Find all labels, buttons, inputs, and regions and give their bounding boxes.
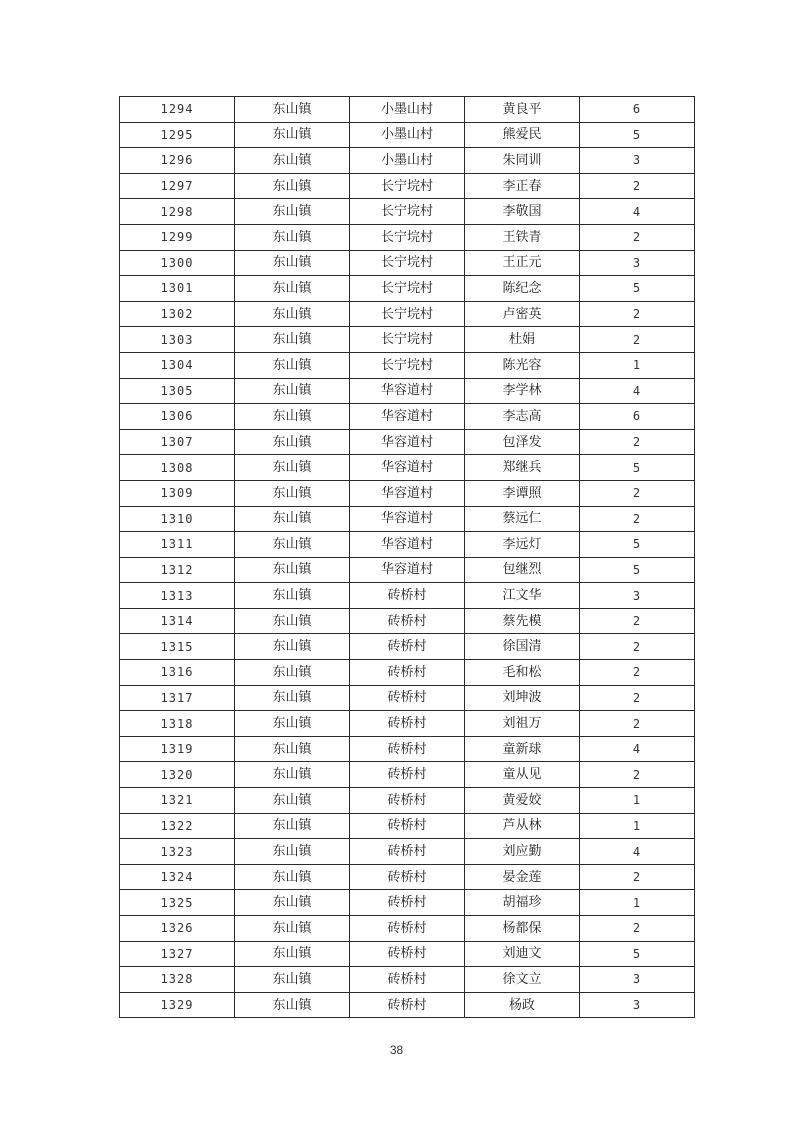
village-cell: 砖桥村 xyxy=(350,634,465,660)
person-name-cell: 杜娟 xyxy=(465,327,580,353)
town-cell: 东山镇 xyxy=(235,864,350,890)
serial-number-cell: 1297 xyxy=(120,173,235,199)
town-cell: 东山镇 xyxy=(235,557,350,583)
table-row xyxy=(120,199,695,225)
table-row xyxy=(120,250,695,276)
table-row xyxy=(120,839,695,865)
town-cell: 东山镇 xyxy=(235,685,350,711)
village-cell: 小墨山村 xyxy=(350,97,465,123)
person-name-cell: 蔡先模 xyxy=(465,608,580,634)
table-row xyxy=(120,352,695,378)
village-cell: 砖桥村 xyxy=(350,839,465,865)
village-cell: 华容道村 xyxy=(350,429,465,455)
town-cell: 东山镇 xyxy=(235,890,350,916)
person-name-cell: 刘应勤 xyxy=(465,839,580,865)
person-name-cell: 徐文立 xyxy=(465,967,580,993)
table-row xyxy=(120,634,695,660)
person-name-cell: 李谭照 xyxy=(465,480,580,506)
count-cell: 5 xyxy=(580,941,695,967)
count-cell: 5 xyxy=(580,122,695,148)
roster-table xyxy=(119,96,695,1018)
town-cell: 东山镇 xyxy=(235,583,350,609)
town-cell: 东山镇 xyxy=(235,916,350,942)
person-name-cell: 卢密英 xyxy=(465,301,580,327)
serial-number-cell: 1322 xyxy=(120,813,235,839)
town-cell: 东山镇 xyxy=(235,608,350,634)
table-row xyxy=(120,276,695,302)
serial-number-cell: 1306 xyxy=(120,404,235,430)
count-cell: 3 xyxy=(580,148,695,174)
table-row xyxy=(120,788,695,814)
person-name-cell: 王正元 xyxy=(465,250,580,276)
count-cell: 4 xyxy=(580,839,695,865)
count-cell: 2 xyxy=(580,634,695,660)
village-cell: 华容道村 xyxy=(350,455,465,481)
town-cell: 东山镇 xyxy=(235,404,350,430)
serial-number-cell: 1309 xyxy=(120,480,235,506)
person-name-cell: 朱同训 xyxy=(465,148,580,174)
village-cell: 砖桥村 xyxy=(350,890,465,916)
town-cell: 东山镇 xyxy=(235,301,350,327)
village-cell: 砖桥村 xyxy=(350,608,465,634)
village-cell: 砖桥村 xyxy=(350,583,465,609)
village-cell: 华容道村 xyxy=(350,557,465,583)
village-cell: 华容道村 xyxy=(350,532,465,558)
village-cell: 砖桥村 xyxy=(350,813,465,839)
village-cell: 华容道村 xyxy=(350,404,465,430)
person-name-cell: 胡福珍 xyxy=(465,890,580,916)
table-row xyxy=(120,992,695,1018)
town-cell: 东山镇 xyxy=(235,378,350,404)
table-row xyxy=(120,480,695,506)
table-row xyxy=(120,557,695,583)
serial-number-cell: 1323 xyxy=(120,839,235,865)
village-cell: 砖桥村 xyxy=(350,762,465,788)
count-cell: 3 xyxy=(580,250,695,276)
table-row xyxy=(120,608,695,634)
person-name-cell: 童新球 xyxy=(465,736,580,762)
table-row xyxy=(120,864,695,890)
town-cell: 东山镇 xyxy=(235,352,350,378)
count-cell: 4 xyxy=(580,736,695,762)
table-row xyxy=(120,327,695,353)
table-row xyxy=(120,916,695,942)
table-row xyxy=(120,685,695,711)
village-cell: 长宁垸村 xyxy=(350,224,465,250)
town-cell: 东山镇 xyxy=(235,660,350,686)
table-row xyxy=(120,404,695,430)
count-cell: 2 xyxy=(580,711,695,737)
town-cell: 东山镇 xyxy=(235,429,350,455)
count-cell: 3 xyxy=(580,992,695,1018)
table-row xyxy=(120,122,695,148)
town-cell: 东山镇 xyxy=(235,941,350,967)
count-cell: 4 xyxy=(580,378,695,404)
serial-number-cell: 1304 xyxy=(120,352,235,378)
serial-number-cell: 1318 xyxy=(120,711,235,737)
town-cell: 东山镇 xyxy=(235,224,350,250)
town-cell: 东山镇 xyxy=(235,122,350,148)
count-cell: 2 xyxy=(580,327,695,353)
count-cell: 5 xyxy=(580,276,695,302)
serial-number-cell: 1305 xyxy=(120,378,235,404)
village-cell: 长宁垸村 xyxy=(350,301,465,327)
table-row xyxy=(120,173,695,199)
count-cell: 2 xyxy=(580,224,695,250)
town-cell: 东山镇 xyxy=(235,250,350,276)
town-cell: 东山镇 xyxy=(235,736,350,762)
table-row xyxy=(120,429,695,455)
town-cell: 东山镇 xyxy=(235,762,350,788)
village-cell: 砖桥村 xyxy=(350,916,465,942)
village-cell: 长宁垸村 xyxy=(350,250,465,276)
town-cell: 东山镇 xyxy=(235,634,350,660)
table-row xyxy=(120,762,695,788)
person-name-cell: 熊爱民 xyxy=(465,122,580,148)
table-row xyxy=(120,941,695,967)
table-row xyxy=(120,890,695,916)
serial-number-cell: 1313 xyxy=(120,583,235,609)
serial-number-cell: 1303 xyxy=(120,327,235,353)
town-cell: 东山镇 xyxy=(235,327,350,353)
village-cell: 长宁垸村 xyxy=(350,199,465,225)
serial-number-cell: 1295 xyxy=(120,122,235,148)
serial-number-cell: 1311 xyxy=(120,532,235,558)
serial-number-cell: 1320 xyxy=(120,762,235,788)
town-cell: 东山镇 xyxy=(235,992,350,1018)
table-row xyxy=(120,532,695,558)
person-name-cell: 芦从林 xyxy=(465,813,580,839)
count-cell: 2 xyxy=(580,916,695,942)
village-cell: 华容道村 xyxy=(350,506,465,532)
table-row xyxy=(120,224,695,250)
person-name-cell: 李志高 xyxy=(465,404,580,430)
serial-number-cell: 1296 xyxy=(120,148,235,174)
person-name-cell: 王铁青 xyxy=(465,224,580,250)
count-cell: 3 xyxy=(580,583,695,609)
serial-number-cell: 1329 xyxy=(120,992,235,1018)
town-cell: 东山镇 xyxy=(235,173,350,199)
village-cell: 砖桥村 xyxy=(350,711,465,737)
serial-number-cell: 1308 xyxy=(120,455,235,481)
serial-number-cell: 1307 xyxy=(120,429,235,455)
serial-number-cell: 1321 xyxy=(120,788,235,814)
person-name-cell: 江文华 xyxy=(465,583,580,609)
village-cell: 砖桥村 xyxy=(350,941,465,967)
serial-number-cell: 1328 xyxy=(120,967,235,993)
serial-number-cell: 1301 xyxy=(120,276,235,302)
town-cell: 东山镇 xyxy=(235,967,350,993)
town-cell: 东山镇 xyxy=(235,711,350,737)
count-cell: 2 xyxy=(580,685,695,711)
village-cell: 小墨山村 xyxy=(350,148,465,174)
serial-number-cell: 1319 xyxy=(120,736,235,762)
table-row xyxy=(120,97,695,123)
person-name-cell: 包继烈 xyxy=(465,557,580,583)
person-name-cell: 陈光容 xyxy=(465,352,580,378)
person-name-cell: 徐国清 xyxy=(465,634,580,660)
serial-number-cell: 1316 xyxy=(120,660,235,686)
town-cell: 东山镇 xyxy=(235,455,350,481)
count-cell: 2 xyxy=(580,429,695,455)
serial-number-cell: 1298 xyxy=(120,199,235,225)
person-name-cell: 刘坤波 xyxy=(465,685,580,711)
person-name-cell: 黄良平 xyxy=(465,97,580,123)
village-cell: 砖桥村 xyxy=(350,685,465,711)
person-name-cell: 杨都保 xyxy=(465,916,580,942)
count-cell: 2 xyxy=(580,660,695,686)
village-cell: 长宁垸村 xyxy=(350,352,465,378)
village-cell: 华容道村 xyxy=(350,378,465,404)
table-row xyxy=(120,967,695,993)
person-name-cell: 黄爱姣 xyxy=(465,788,580,814)
count-cell: 1 xyxy=(580,352,695,378)
village-cell: 华容道村 xyxy=(350,480,465,506)
count-cell: 5 xyxy=(580,532,695,558)
table-row xyxy=(120,148,695,174)
count-cell: 2 xyxy=(580,173,695,199)
person-name-cell: 包泽发 xyxy=(465,429,580,455)
serial-number-cell: 1317 xyxy=(120,685,235,711)
town-cell: 东山镇 xyxy=(235,813,350,839)
count-cell: 6 xyxy=(580,404,695,430)
town-cell: 东山镇 xyxy=(235,199,350,225)
count-cell: 2 xyxy=(580,864,695,890)
town-cell: 东山镇 xyxy=(235,839,350,865)
table-row xyxy=(120,813,695,839)
village-cell: 长宁垸村 xyxy=(350,173,465,199)
village-cell: 砖桥村 xyxy=(350,660,465,686)
count-cell: 5 xyxy=(580,557,695,583)
table-row xyxy=(120,506,695,532)
town-cell: 东山镇 xyxy=(235,276,350,302)
person-name-cell: 李敬国 xyxy=(465,199,580,225)
table-row xyxy=(120,378,695,404)
village-cell: 砖桥村 xyxy=(350,736,465,762)
person-name-cell: 陈纪念 xyxy=(465,276,580,302)
serial-number-cell: 1315 xyxy=(120,634,235,660)
village-cell: 砖桥村 xyxy=(350,992,465,1018)
serial-number-cell: 1294 xyxy=(120,97,235,123)
village-cell: 长宁垸村 xyxy=(350,327,465,353)
village-cell: 砖桥村 xyxy=(350,967,465,993)
person-name-cell: 李学林 xyxy=(465,378,580,404)
person-name-cell: 蔡远仁 xyxy=(465,506,580,532)
person-name-cell: 刘迪文 xyxy=(465,941,580,967)
table-row xyxy=(120,660,695,686)
serial-number-cell: 1300 xyxy=(120,250,235,276)
count-cell: 6 xyxy=(580,97,695,123)
serial-number-cell: 1310 xyxy=(120,506,235,532)
count-cell: 5 xyxy=(580,455,695,481)
village-cell: 长宁垸村 xyxy=(350,276,465,302)
town-cell: 东山镇 xyxy=(235,148,350,174)
count-cell: 2 xyxy=(580,506,695,532)
count-cell: 2 xyxy=(580,608,695,634)
town-cell: 东山镇 xyxy=(235,506,350,532)
table-row xyxy=(120,711,695,737)
table-row xyxy=(120,736,695,762)
town-cell: 东山镇 xyxy=(235,532,350,558)
serial-number-cell: 1324 xyxy=(120,864,235,890)
serial-number-cell: 1314 xyxy=(120,608,235,634)
table-row xyxy=(120,301,695,327)
person-name-cell: 毛和松 xyxy=(465,660,580,686)
serial-number-cell: 1299 xyxy=(120,224,235,250)
serial-number-cell: 1327 xyxy=(120,941,235,967)
page-number: 38 xyxy=(389,1043,404,1057)
count-cell: 3 xyxy=(580,967,695,993)
roster-table-body xyxy=(120,97,695,1018)
village-cell: 砖桥村 xyxy=(350,788,465,814)
town-cell: 东山镇 xyxy=(235,97,350,123)
serial-number-cell: 1325 xyxy=(120,890,235,916)
table-row xyxy=(120,455,695,481)
person-name-cell: 杨政 xyxy=(465,992,580,1018)
serial-number-cell: 1326 xyxy=(120,916,235,942)
person-name-cell: 晏金莲 xyxy=(465,864,580,890)
village-cell: 砖桥村 xyxy=(350,864,465,890)
person-name-cell: 李正春 xyxy=(465,173,580,199)
town-cell: 东山镇 xyxy=(235,480,350,506)
person-name-cell: 刘祖万 xyxy=(465,711,580,737)
person-name-cell: 童从见 xyxy=(465,762,580,788)
count-cell: 2 xyxy=(580,301,695,327)
table-row xyxy=(120,583,695,609)
serial-number-cell: 1302 xyxy=(120,301,235,327)
count-cell: 1 xyxy=(580,813,695,839)
serial-number-cell: 1312 xyxy=(120,557,235,583)
person-name-cell: 李远灯 xyxy=(465,532,580,558)
count-cell: 2 xyxy=(580,480,695,506)
count-cell: 1 xyxy=(580,890,695,916)
person-name-cell: 郑继兵 xyxy=(465,455,580,481)
count-cell: 4 xyxy=(580,199,695,225)
count-cell: 2 xyxy=(580,762,695,788)
count-cell: 1 xyxy=(580,788,695,814)
village-cell: 小墨山村 xyxy=(350,122,465,148)
town-cell: 东山镇 xyxy=(235,788,350,814)
